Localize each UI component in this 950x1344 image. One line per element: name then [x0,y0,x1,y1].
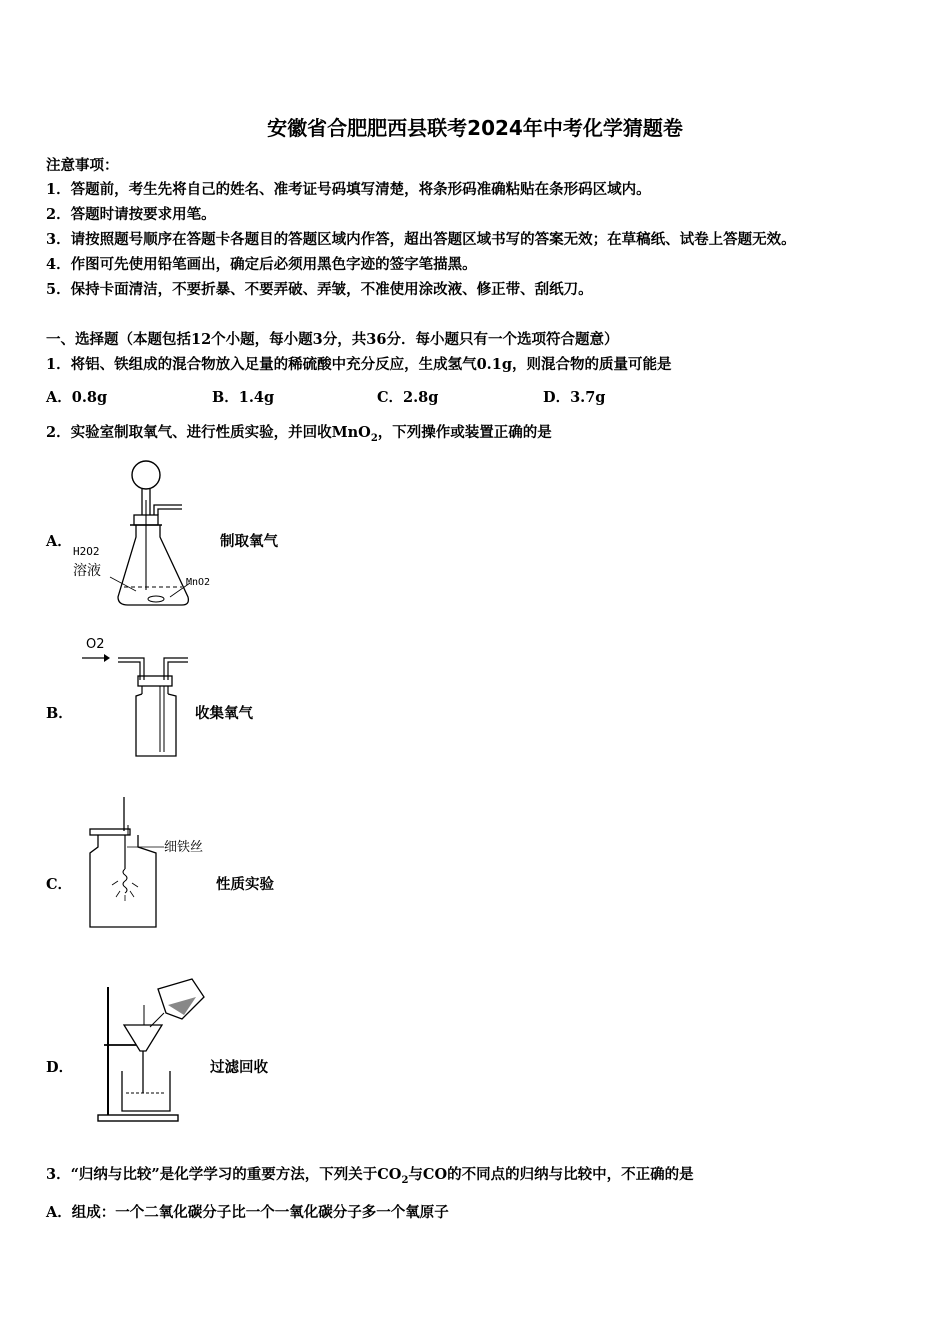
q2-stem-b: ，下列操作或装置正确的是 [377,424,552,441]
q3-stem-sub: 2 [401,1174,409,1186]
notice-item-2: 2．答题时请按要求用笔。 [46,206,216,223]
label-o2: O2 [86,637,105,652]
filtration-apparatus [96,975,212,1127]
q1-stem: 1．将铝、铁组成的混合物放入足量的稀硫酸中充分反应，生成氢气0.1g，则混合物的质量可能是 [46,356,672,373]
notice-item-1: 1．答题前，考生先将自己的姓名、准考证号码填写清楚，将条形码准确粘贴在条形码区域内。 [46,181,651,198]
q3-option-a: A．组成：一个二氧化碳分子比一个一氧化碳分子多一个氧原子 [46,1204,449,1221]
q2-stem-sub: 2 [370,432,378,444]
notice-item-5: 5．保持卡面清洁，不要折暴、不要弄破、弄皱，不准使用涂改液、修正带、刮纸刀。 [46,281,593,298]
q2-option-a-letter: A． [46,533,72,550]
q1-option-a: A．0.8g [46,389,108,406]
section-heading: 一、选择题（本题包括12个小题，每小题3分，共36分．每小题只有一个选项符合题意） [46,331,619,348]
label-mno2: MnO2 [186,577,211,588]
oxygen-generation-apparatus [70,455,230,615]
q2-option-d-letter: D． [46,1059,74,1076]
notice-item-3: 3．请按照题号顺序在答题卡各题目的答题区域内作答，超出答题区域书写的答案无效；在草稿纸、试卷上答题无效。 [46,231,796,248]
iron-wire-combustion [80,795,220,935]
label-iron-wire: 细铁丝 [164,840,204,855]
q1-option-b: B．1.4g [212,389,275,406]
q2-option-a-caption: 制取氧气 [220,533,278,550]
q2-option-b-caption: 收集氧气 [195,705,253,722]
q1-option-c: C．2.8g [377,389,439,406]
label-solution: 溶液 [73,563,101,579]
q3-stem-b: 与CO的不同点的归纳与比较中，不正确的是 [408,1166,694,1183]
notice-item-4: 4．作图可先使用铅笔画出，确定后必须用黑色字迹的签字笔描黑。 [46,256,477,273]
q2-option-d-caption: 过滤回收 [210,1059,268,1076]
q2-stem-a: 2．实验室制取氧气、进行性质实验，并回收MnO [46,424,371,441]
q2-stem [46,421,552,444]
notice-heading: 注意事项： [46,157,119,174]
label-h2o2: H2O2 [73,545,100,558]
q3-stem [46,1163,694,1186]
q2-option-c-letter: C． [46,876,73,893]
q1-option-d: D．3.7g [543,389,606,406]
gas-collection-bottle [76,630,196,762]
q2-option-c-caption: 性质实验 [216,876,274,893]
q3-stem-a: 3．“归纳与比较”是化学学习的重要方法，下列关于CO [46,1166,402,1183]
q2-option-b-letter: B． [46,705,73,722]
page-title: 安徽省合肥肥西县联考2024年中考化学猜题卷 [267,116,683,140]
